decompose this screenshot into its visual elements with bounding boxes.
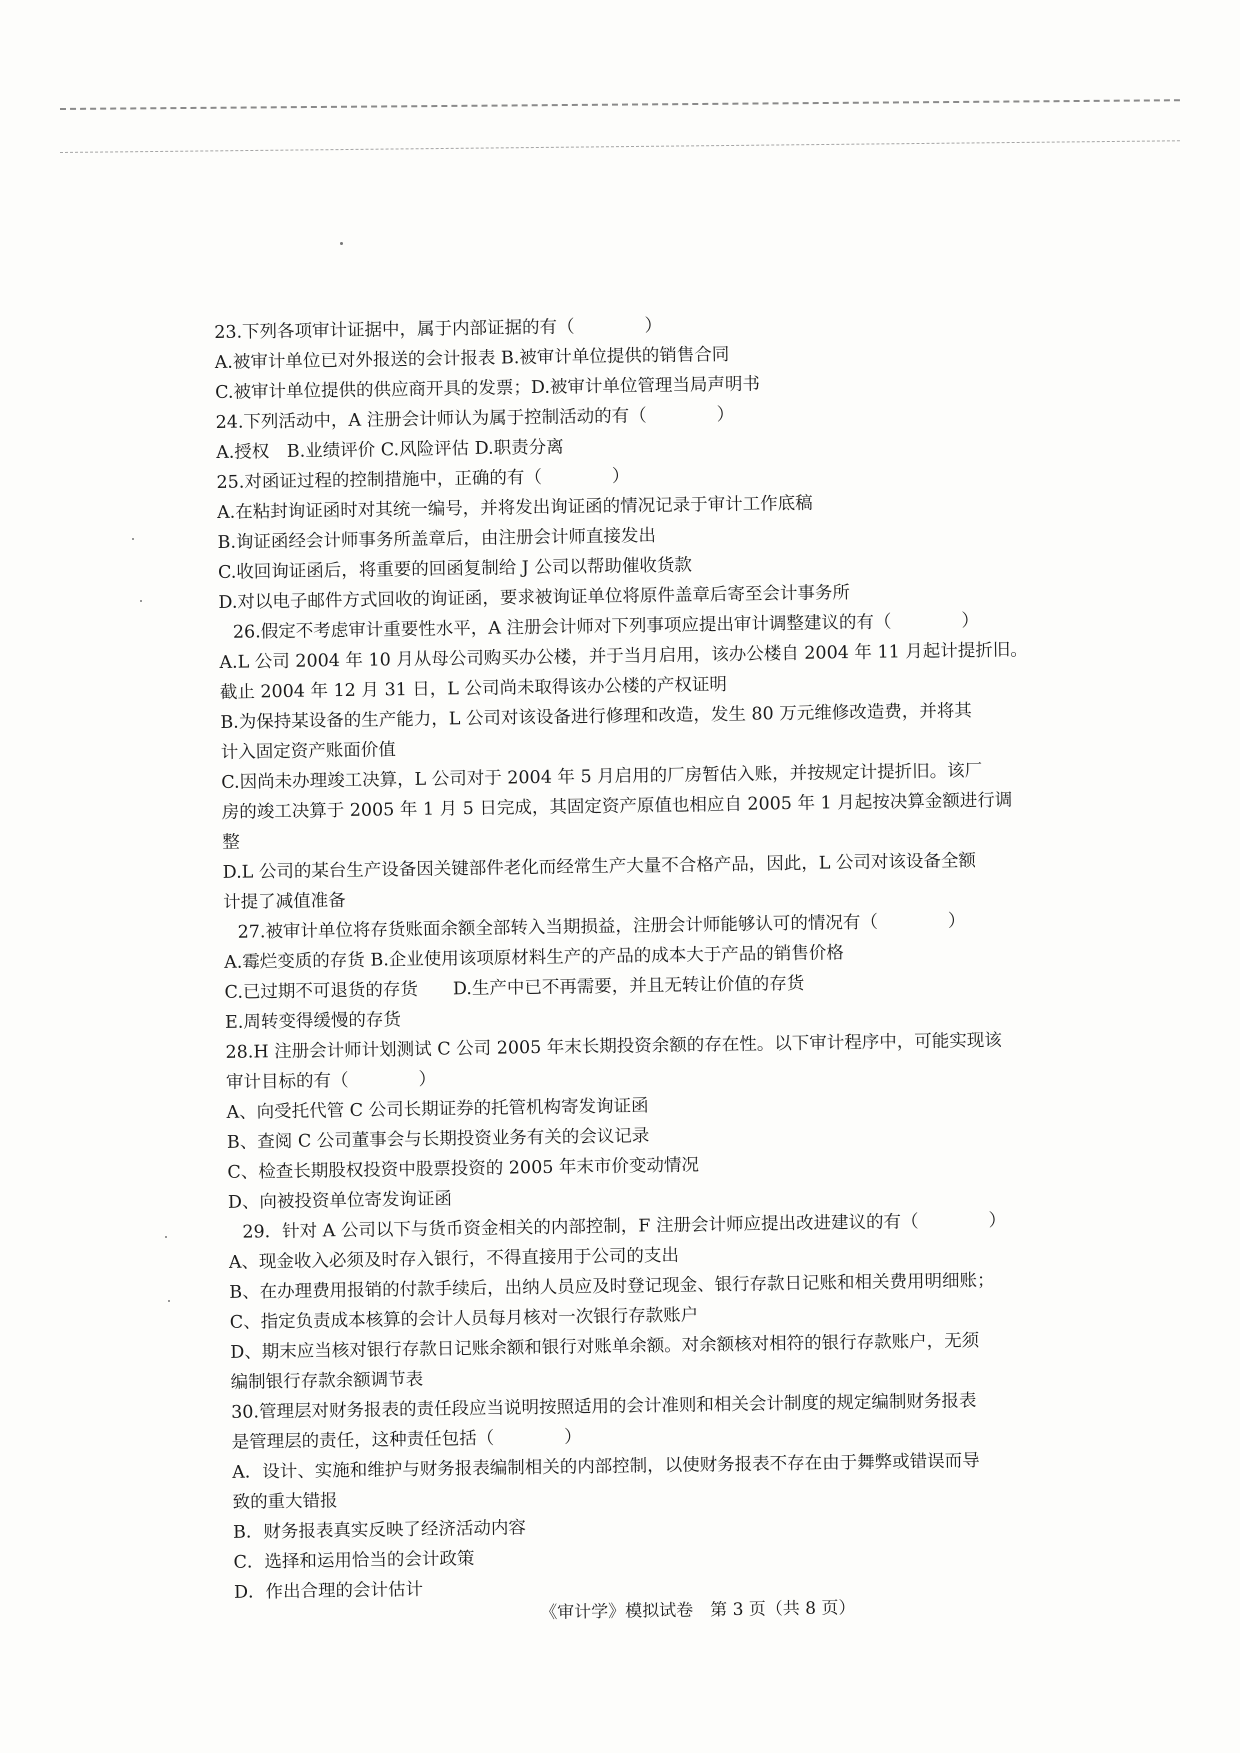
question-29-option-d: D、期末应当核对银行存款日记账余额和银行对账单余额。对余额核对相符的银行存款账户，无须 xyxy=(230,1331,980,1363)
question-30-option-a: A．设计、实施和维护与财务报表编制相关的内部控制，以使财务报表不存在由于舞弊或错误而导 xyxy=(231,1451,980,1483)
question-26-option-c-cont: 房的竣工决算于 2005 年 1 月 5 日完成，其固定资产原值也相应自 2005 年 1 月起按决算金额进行调 xyxy=(221,790,1013,823)
question-24-stem: 24.下列活动中，A 注册会计师认为属于控制活动的有（ ） xyxy=(215,404,735,433)
question-27-options-cd: C.已过期不可退货的存货 D.生产中已不再需要，并且无转让价值的存货 xyxy=(224,973,805,1003)
question-28-option-d: D、向被投资单位寄发询证函 xyxy=(227,1189,453,1213)
scan-speck xyxy=(340,242,343,245)
scan-speck xyxy=(165,1236,167,1238)
scan-speck xyxy=(132,538,134,540)
question-26-option-c: C.因尚未办理竣工决算，L 公司对于 2004 年 5 月启用的厂房暂估入账，并按规定计提折旧。该厂 xyxy=(221,760,983,793)
question-26-option-a: A.L 公司 2004 年 10 月从母公司购买办公楼，并于当月启用，该办公楼自 2004 年 11 月起计提折旧。 xyxy=(219,640,1028,673)
question-28-stem-cont: 审计目标的有（ ） xyxy=(225,1069,437,1093)
question-27-stem: 27.被审计单位将存货账面余额全部转入当期损益，注册会计师能够认可的情况有（ ） xyxy=(237,911,966,943)
question-28-stem: 28.H 注册会计师计划测试 C 公司 2005 年末长期投资余额的存在性。以下审计程序中，可能实现该 xyxy=(225,1030,1002,1063)
question-23-options-cd: C.被审计单位提供的供应商开具的发票；D.被审计单位管理当局声明书 xyxy=(215,374,761,403)
page-footer: 《审计学》模拟试卷 第 3 页（共 8 页） xyxy=(540,1598,856,1623)
question-30-option-c: C．选择和运用恰当的会计政策 xyxy=(233,1549,475,1573)
scan-speck xyxy=(168,1300,170,1302)
question-30-stem-cont: 是管理层的责任，这种责任包括（ ） xyxy=(231,1427,582,1453)
question-28-option-b: B、查阅 C 公司董事会与长期投资业务有关的会议记录 xyxy=(226,1126,650,1153)
question-30-option-a-cont: 致的重大错报 xyxy=(232,1491,338,1513)
question-24-options: A.授权 B.业绩评价 C.风险评估 D.职责分离 xyxy=(215,437,564,463)
question-25-stem: 25.对函证过程的控制措施中，正确的有（ ） xyxy=(216,466,630,493)
scan-dashed-line-top xyxy=(60,99,1180,110)
question-26-option-a-cont: 截止 2004 年 12 月 31 日，L 公司尚未取得该办公楼的产权证明 xyxy=(219,674,728,703)
question-30-stem: 30.管理层对财务报表的责任段应当说明按照适用的会计准则和相关会计制度的规定编制财务报表 xyxy=(231,1391,977,1423)
question-29-option-c: C、指定负责成本核算的会计人员每月核对一次银行存款账户 xyxy=(229,1305,699,1333)
question-25-option-b: B.询证函经会计师事务所盖章后，由注册会计师直接发出 xyxy=(217,526,657,553)
question-29-option-b: B、在办理费用报销的付款手续后，出纳人员应及时登记现金、银行存款日记账和相关费用明细账； xyxy=(229,1270,995,1303)
question-23-options-ab: A.被审计单位已对外报送的会计报表 B.被审计单位提供的销售合同 xyxy=(214,344,730,373)
scan-dashed-line-second xyxy=(60,140,1180,153)
question-26-option-b-cont: 计入固定资产账面价值 xyxy=(220,740,396,763)
question-29-stem: 29．针对 A 公司以下与货币资金相关的内部控制，F 注册会计师应提出改进建议的有（ ） xyxy=(242,1210,1007,1243)
question-25-option-c: C.收回询证函后，将重要的回函复制给 J 公司以帮助催收货款 xyxy=(217,555,693,583)
question-26-stem: 26.假定不考虑审计重要性水平，A 注册会计师对下列事项应提出审计调整建议的有（ ） xyxy=(232,611,980,643)
question-26-option-b: B.为保持某设备的生产能力，L 公司对该设备进行修理和改造，发生 80 万元维修改造费，并将其 xyxy=(220,701,972,733)
question-25-option-a: A.在粘封询证函时对其统一编号，并将发出询证函的情况记录于审计工作底稿 xyxy=(216,493,813,523)
question-28-option-a: A、向受托代管 C 公司长期证券的托管机构寄发询证函 xyxy=(226,1096,649,1123)
question-27-option-e: E.周转变得缓慢的存货 xyxy=(224,1010,402,1033)
question-26-option-d: D.L 公司的某台生产设备因关键部件老化而经常生产大量不合格产品，因此，L 公司对该设备全额 xyxy=(222,851,977,883)
question-23-stem: 23.下列各项审计证据中，属于内部证据的有（ ） xyxy=(214,315,663,343)
question-29-option-a: A、现金收入必须及时存入银行，不得直接用于公司的支出 xyxy=(228,1245,680,1273)
question-30-option-b: B．财务报表真实反映了经济活动内容 xyxy=(232,1518,527,1543)
question-26-option-d-cont: 计提了减值准备 xyxy=(223,891,346,913)
scan-speck xyxy=(140,600,142,602)
question-28-option-c: C、检查长期股权投资中股票投资的 2005 年末市价变动情况 xyxy=(227,1155,700,1183)
question-29-option-d-cont: 编制银行存款余额调节表 xyxy=(230,1369,424,1393)
exam-page-body xyxy=(214,304,1114,1608)
question-26-option-c-cont2: 整 xyxy=(222,832,240,853)
question-25-option-d: D.对以电子邮件方式回收的询证函，要求被询证单位将原件盖章后寄至会计事务所 xyxy=(218,583,851,613)
question-27-options-ab: A.霉烂变质的存货 B.企业使用该项原材料生产的产品的成本大于产品的销售价格 xyxy=(223,943,844,973)
question-30-option-d: D．作出合理的会计估计 xyxy=(233,1579,424,1603)
